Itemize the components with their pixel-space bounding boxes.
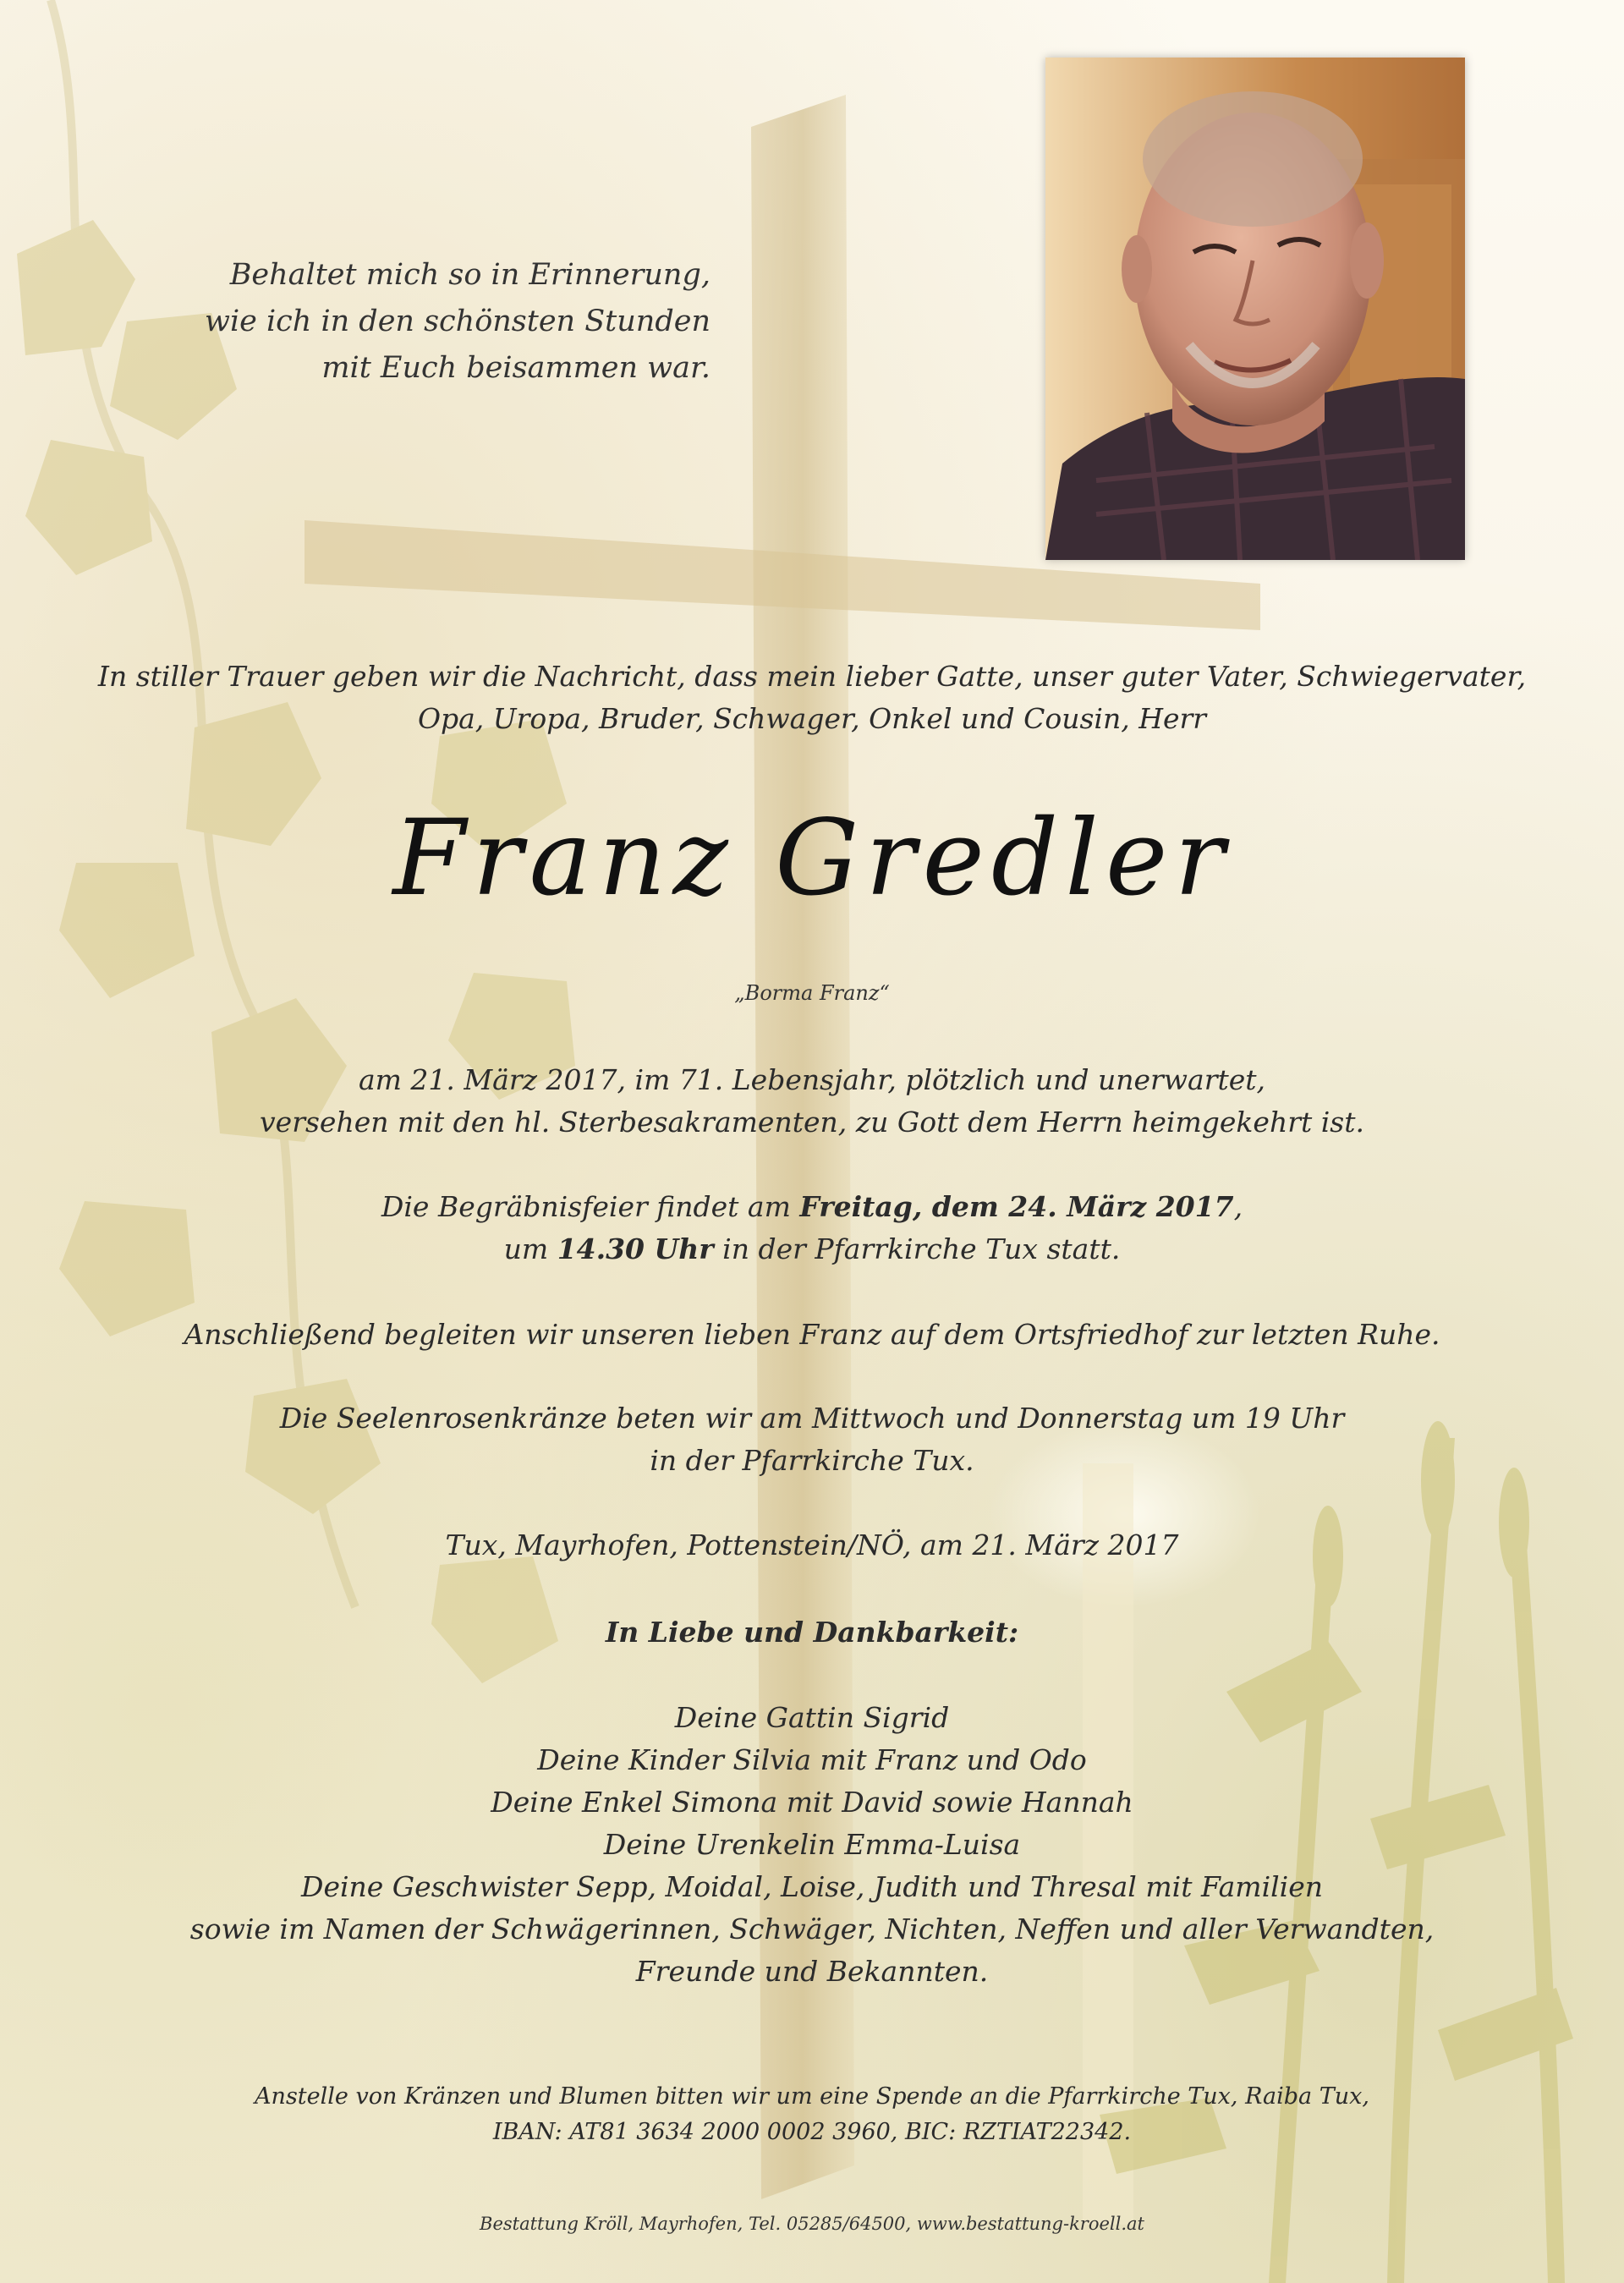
announcement-text (0, 656, 1624, 740)
funeral-line-2 (0, 1228, 1624, 1270)
mourner-line: Freunde und Bekannten. (635, 1955, 989, 1988)
mourner-line: Deine Enkel Simona mit David sowie Hannah (491, 1786, 1133, 1819)
mourners-list (0, 1697, 1624, 1993)
motto-line: mit Euch beisammen war. (321, 351, 710, 385)
death-info-line: am 21. März 2017, im 71. Lebensjahr, plötzlich und unerwartet, (358, 1063, 1266, 1096)
funeral-line-1 (0, 1186, 1624, 1228)
donation-line: IBAN: AT81 3634 2000 0002 3960, BIC: RZTIAT22342. (492, 2119, 1132, 2145)
donation-line: Anstelle von Kränzen und Blumen bitten wir um eine Spende an die Pfarrkirche Tux, Raiba Tux, (255, 2083, 1369, 2110)
mourner-line: Deine Geschwister Sepp, Moidal, Loise, Judith und Thresal mit Familien (300, 1870, 1324, 1903)
portrait-photo (1045, 58, 1465, 560)
donation-text (0, 2079, 1624, 2150)
place-date: Tux, Mayrhofen, Pottenstein/NÖ, am 21. März 2017 (445, 1528, 1179, 1561)
funeral-info (0, 1186, 1624, 1270)
funeral-text: , (1233, 1190, 1243, 1223)
rosary-info (0, 1397, 1624, 1482)
funeral-text: um (503, 1232, 557, 1265)
death-info-line: versehen mit den hl. Sterbesakramenten, zu Gott dem Herrn heimgekehrt ist. (260, 1106, 1364, 1139)
funeral-date: Freitag, dem 24. März 2017 (799, 1190, 1234, 1223)
announcement-line: Opa, Uropa, Bruder, Schwager, Onkel und Cousin, Herr (417, 702, 1207, 735)
rosary-line: in der Pfarrkirche Tux. (650, 1444, 974, 1477)
mourner-line: Deine Kinder Silvia mit Franz und Odo (537, 1743, 1087, 1776)
funeral-home-footer: Bestattung Kröll, Mayrhofen, Tel. 05285/64500, www.bestattung-kroell.at (480, 2214, 1144, 2234)
mourner-line: sowie im Namen der Schwägerinnen, Schwäger, Nichten, Neffen und aller Verwandten, (189, 1913, 1435, 1945)
death-info (0, 1059, 1624, 1144)
mourner-line: Deine Urenkelin Emma-Luisa (603, 1828, 1021, 1861)
deceased-name: Franz Gredler (392, 798, 1232, 919)
motto-text (203, 252, 710, 392)
mourner-line: Deine Gattin Sigrid (674, 1701, 950, 1734)
announcement-line: In stiller Trauer geben wir die Nachricht, dass mein lieber Gatte, unser guter Vater, Schwiegervater, (97, 660, 1527, 693)
funeral-text: in der Pfarrkirche Tux statt. (713, 1232, 1121, 1265)
funeral-time: 14.30 Uhr (557, 1232, 714, 1265)
motto-line: Behaltet mich so in Erinnerung, (229, 258, 710, 292)
rosary-line: Die Seelenrosenkränze beten wir am Mittwoch und Donnerstag um 19 Uhr (279, 1402, 1345, 1435)
motto-line: wie ich in den schönsten Stunden (204, 305, 710, 338)
gratitude-heading: In Liebe und Dankbarkeit: (605, 1616, 1019, 1649)
burial-text: Anschließend begleiten wir unseren lieben Franz auf dem Ortsfriedhof zur letzten Ruhe. (184, 1318, 1440, 1351)
nickname: „Borma Franz“ (734, 981, 890, 1005)
funeral-text: Die Begräbnisfeier findet am (381, 1190, 800, 1223)
